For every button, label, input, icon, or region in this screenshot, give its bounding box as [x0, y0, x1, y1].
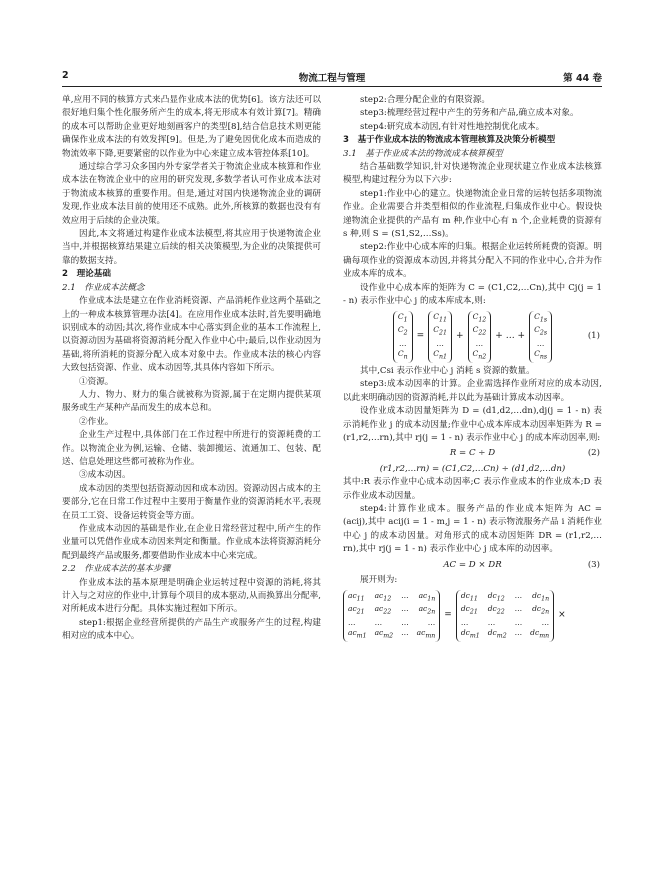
paragraph: step3:梳理经营过程中产生的劳务和产品,确立成本对象。: [360, 108, 579, 119]
running-header: [62, 70, 602, 84]
page-number: 2: [62, 70, 69, 81]
subsection-heading: 2.2 作业成本法的基本步骤: [62, 564, 171, 575]
paragraph: step2:作业中心成本库的归集。根据企业运转所耗费的资源。明确每项作业的资源成本动因,并将其分配入不同的作业中心,合并为作业成本库的成本。: [343, 242, 602, 280]
matrix: $C_{12}$ $C_{22}$ … $C_{n2}$: [468, 311, 492, 364]
paragraph: 设作业成本动因量矩阵为 D = (d1,d2,…dn),dj(j = 1 - n) 表示消耗作业 j 的成本动因量;作业中心成本库成本动因率矩阵为 R = (r1,r2,…rn),其中 rj(j = 1 - n) 表示作业中心 j 的成本库动因率,则:: [343, 406, 602, 444]
section-heading: 3 基于作业成本法的物流成本管理核算及决策分析模型: [343, 135, 556, 146]
paragraph: 人力、物力、财力的集合就被称为资源,属于在定期内提供某项服务或生产某种产品而发生的成本总和。: [62, 389, 321, 414]
paragraph: 其中:R 表示作业中心成本动因率;C 表示作业成本的作业成本;D 表示作业成本动因量。: [343, 477, 602, 501]
paragraph: step2:合理分配企业的有限资源。: [360, 95, 490, 105]
paragraph: step4:计算作业成本。服务产品的作业成本矩阵为 AC = (acij),其中 acij(i = 1 - m,j = 1 - n) 表示物流服务产品 i 消耗作业中心 j 的成本动因量。对角形式的成本动因矩阵 DR = (r1,r2,…rn),其中 rj(j = 1 - n) 表示作业中心 j 成本库的动因率。: [343, 504, 602, 555]
equation-number: (1): [587, 331, 600, 342]
left-column: [62, 94, 321, 644]
paragraph: 成本动因的类型包括资源动因和成本动因。资源动因占成本的主要部分,它在日常工作过程中主要用于衡量作业的资源消耗水平,表现在员工工资、设备运转资金等方面。: [62, 483, 321, 521]
equation-text: AC = D × DR: [443, 559, 502, 570]
paragraph: 结合基础数学知识,针对快递物流企业现状建立作业成本法核算模型,构建过程分为以下六步:: [343, 162, 602, 186]
paragraph: 设作业中心成本库的矩阵为 C = (C1,C2,…Cn),其中 Cj(j = 1 - n) 表示作业中心 j 的成本库成本,则:: [343, 282, 602, 307]
paragraph: 作业成本法的基本原理是明确企业运转过程中资源的消耗,将其计入与之对应的作业中,计算每个项目的成本驱动,从而换算出分配率,对所耗成本进行分配。具体实施过程如下所示。: [62, 577, 321, 615]
paragraph: 作业成本法是建立在作业消耗资源、产品消耗作业这两个基础之上的一种成本核算管理办法[4]。在应用作业成本法时,首先要明确地识别成本的动因;其次,将作业成本中心落实到企业的基本工作流程上,以资源动因为基础将资源消耗分配入作业中心中;最后,以作业动因为基础,将所消耗的资源分配入成本对象中去。作业成本法的核心内容大致包括资源、作业、成本动因等,其具体内容如下所示。: [62, 296, 321, 374]
equation-text: R = C ÷ D: [449, 448, 496, 459]
matrix: $C_1$ $C_2$ … $C_n$: [393, 311, 413, 364]
paragraph: 作业成本动因的基础是作业,在企业日常经营过程中,所产生的作业量可以凭借作业成本动因来判定和衡量。作业成本法将资源消耗分配到最终产品或服务,都要借助作业成本中心来完成。: [62, 524, 321, 561]
equation-2: [343, 447, 602, 460]
paragraph: step3:成本动因率的计算。企业需选择作业所对应的成本动因,以此来明确动因的资源消耗,并以此为基础计算成本动因率。: [343, 379, 602, 403]
subsection-heading: 3.1 基于作业成本法的物流成本核算模型: [343, 148, 503, 159]
equation-number: (2): [587, 448, 600, 459]
matrix: $C_{1s}$ $C_{2s}$ … $C_{ns}$: [529, 311, 552, 364]
matrix: $C_{11}$ $C_{21}$ … $C_{n1}$: [428, 311, 452, 364]
equation-number: (3): [587, 559, 600, 570]
list-item: ①资源。: [79, 376, 114, 387]
paragraph: 展开则为:: [360, 575, 398, 586]
list-item: ③成本动因。: [79, 470, 131, 481]
subsection-heading: 2.1 作业成本法概念: [62, 282, 145, 293]
right-column: [343, 94, 602, 644]
paragraph: 因此,本文将通过构建作业成本法模型,将其应用于快递物流企业当中,并根据核算结果建立后续的相关决策模型,为企业的决策提供可靠的数据支持。: [62, 229, 321, 266]
list-item: ②作业。: [79, 416, 114, 427]
paragraph: 通过综合学习众多国内外专家学者关于物流企业成本核算和作业成本法在物流企业中的应用的研究发现,多数学者认可作业成本法对于物流成本核算的重要作用。但是,通过对国内快递物流企业的调研发现,作业成本法目前的使用还不成熟。此外,所核算的数据也没有有效应用于后续的企业决策。: [62, 162, 321, 226]
paragraph: step1:根据企业经营所提供的产品生产或服务产生的过程,构建相对应的成本中心。: [62, 617, 321, 642]
paragraph: step1:作业中心的建立。快递物流企业日常的运转包括多项物流作业。企业需要合并类型相似的作业流程,归集成作业中心。假设快递物流企业提供的产品有 m 种,作业中心有 n 个,企业耗费的资源有 s 种,则 S = (S1,S2,…Ss)。: [343, 188, 602, 240]
equation-3: [343, 559, 602, 572]
equation-4: $ac_{11}$ $ac_{12}$ … $ac_{1n}$ $ac_{21}$ $ac_{22}$ … $ac_{2n}$ … … … … $ac_{m1}$ $ac_{m2}$ … $ac_{mn}$ = $dc_{11}$ $dc_{12}$ … $dc_{1n}$ $dc_{21}$ $dc_{22}$ … $dc_{2n}$ … … … … $dc_{m1}$ $dc_{m2}$ … $dc_{mn}$ ×: [343, 590, 602, 643]
paragraph: step4:研究成本动因,有针对性地控制优化成本。: [360, 121, 545, 132]
paragraph: 企业生产过程中,具体部门在工作过程中所进行的资源耗费的工作。以物流企业为例,运输、仓储、装卸搬运、流通加工、包装、配送、信息处理这些都可被称为作业。: [62, 430, 321, 467]
section-heading: 2 理论基础: [62, 269, 111, 280]
paragraph: 其中,Csi 表示作业中心 j 消耗 s 资源的数量。: [360, 366, 535, 376]
matrix: $ac_{11}$ $ac_{12}$ … $ac_{1n}$ $ac_{21}$ $ac_{22}$ … $ac_{2n}$ … … … … $ac_{m1}$ $ac_{m2}$ … $ac_{mn}$: [343, 590, 440, 643]
equation-1: $C_1$ $C_2$ … $C_n$ = $C_{11}$ $C_{21}$ … $C_{n1}$ + $C_{12}$ $C_{22}$ … $C_{n2}$ + … + $C_{1s}$ $C_{2s}$ … $C_{ns}$ (1): [343, 311, 602, 364]
equation-expansion: (r1,r2,…rn) = (C1,C2,…Cn) ÷ (d1,d2,…dn): [379, 463, 566, 474]
volume-label: 第 44 卷: [563, 73, 602, 84]
journal-title: 物流工程与管理: [298, 73, 366, 84]
matrix: $dc_{11}$ $dc_{12}$ … $dc_{1n}$ $dc_{21}$ $dc_{22}$ … $dc_{2n}$ … … … … $dc_{m1}$ $dc_{m2}$ … $dc_{mn}$: [456, 590, 554, 643]
header-rule: [62, 86, 602, 87]
paragraph: 单,应用不同的核算方式来凸显作业成本法的优势[6]。该方法还可以很好地归集个性化服务所产生的成本,将无形成本有效计算[7]。精确的成本可以帮助企业更好地刻画客户的类型[8],结合信息技术则更能确保作业成本法的有效发挥[9]。但是,为了避免因优化成本而造成的物流效率下降,更要紧密的以作业为中心来建立成本管控体系[10]。: [62, 95, 321, 159]
